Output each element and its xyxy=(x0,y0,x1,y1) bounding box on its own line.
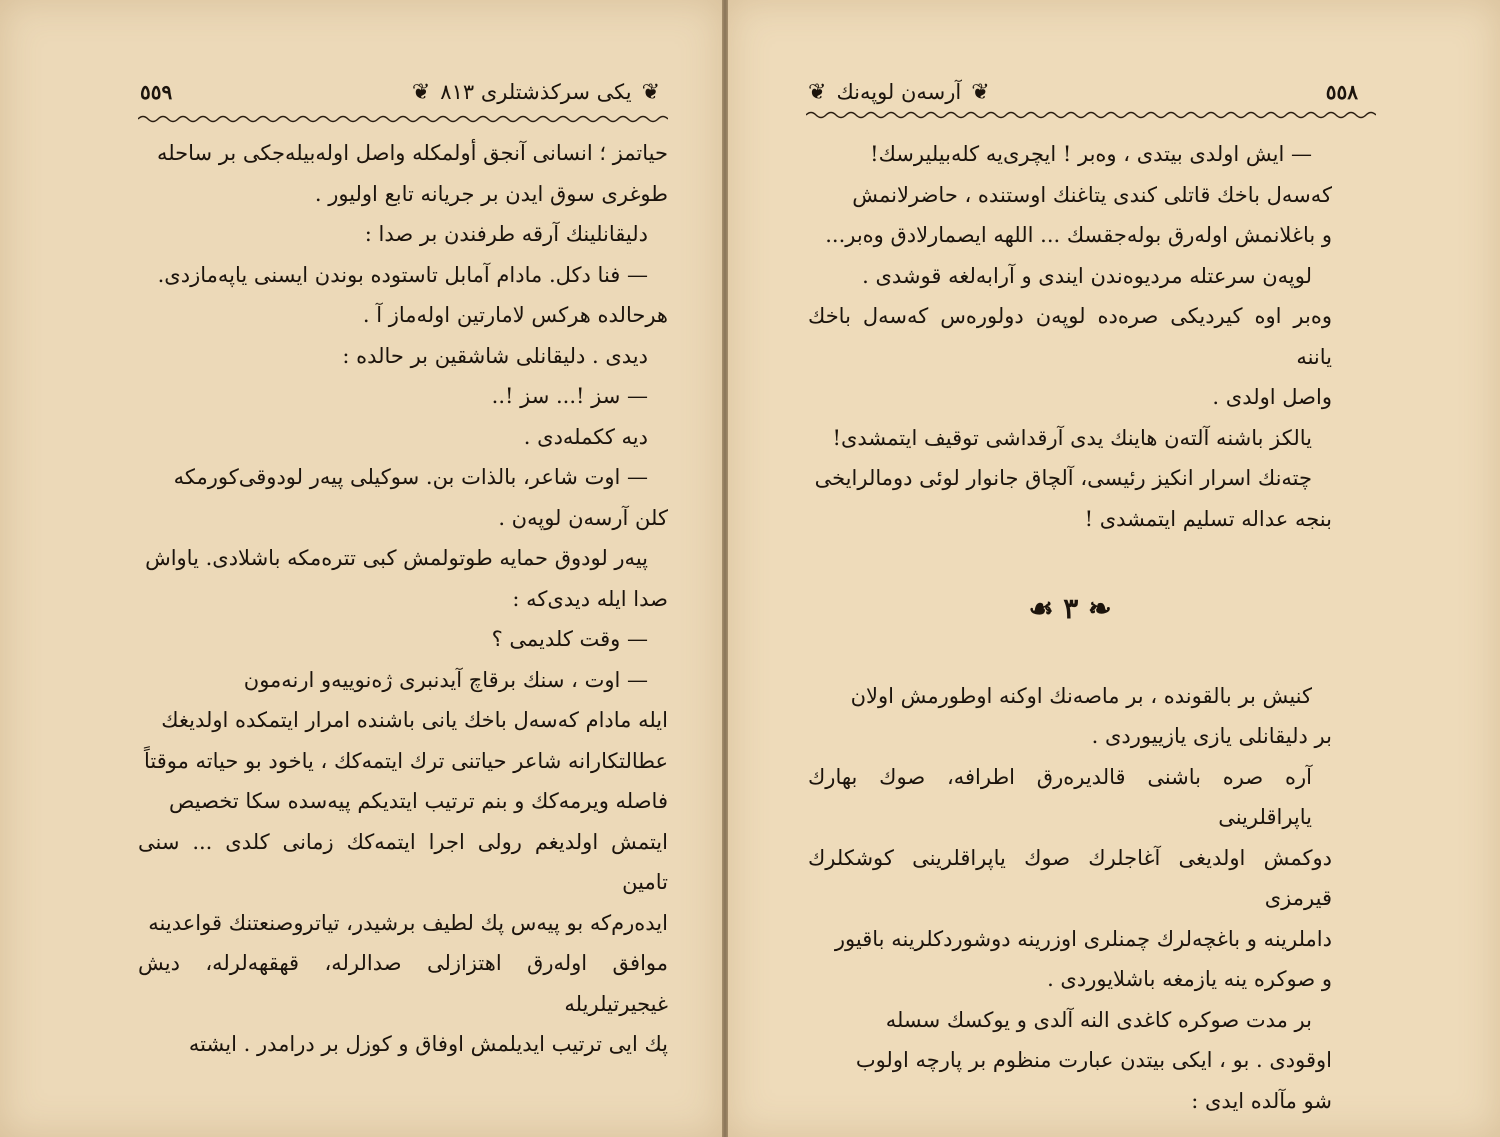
right-page xyxy=(728,0,1500,1137)
ornament-icon: ❦ xyxy=(808,79,827,105)
text-line: ایتمش اولدیغم رولی اجرا ایتمه‌كك زمانی کلدی ... سنی تامین xyxy=(138,829,668,894)
text-line: اوقودی . بو ، ایکی بیتدن عبارت منظوم بر پارچه اولوب xyxy=(855,1048,1332,1072)
text-line: فاصله ویرمه‌كك و بنم ترتیب ایتدیکم پیه‌سده سکا تخصیص xyxy=(169,789,668,813)
text-line: واصل اولدی . xyxy=(1212,385,1332,409)
text-line: هرحالده هرکس لامارتین اوله‌ماز آ . xyxy=(362,303,668,327)
ornament-icon: ❦ xyxy=(971,79,990,105)
right-running-title: آرسه‌ن لوپه‌نك xyxy=(836,80,962,104)
text-line: داملرینه و باغچه‌لرك چمنلری اوزرینه دوشوردکلرینه باقیور xyxy=(834,926,1332,951)
text-line: طوغری سوق ایدن بر جریانه تابع اولیور . xyxy=(314,181,668,206)
section-number: ٣ xyxy=(1063,592,1079,625)
text-line: — اوت شاعر، بالذات بن. سوکیلی پیه‌ر لودوقی‌کورمکه xyxy=(173,465,648,489)
text-line: — ایش اولدی بیتدی ، وه‌بر ! ایچری‌یه کله‌بیلیرسك! xyxy=(870,142,1312,166)
text-line: یالکز باشنه آلته‌ن هاینك یدی آرقداشی توقیف ایتمشدی! xyxy=(832,425,1312,450)
flourish-icon: ☙ xyxy=(1028,592,1054,625)
ornament-icon: ❦ xyxy=(641,79,660,105)
left-page xyxy=(0,0,722,1137)
header-wavy-rule xyxy=(138,114,668,124)
text-line: دوکمش اولدیغی آغاجلرك صوك یاپراقلرینی کوشکلرك قیرمزی xyxy=(808,845,1332,910)
left-running-title-group xyxy=(412,80,660,105)
text-line: که‌سه‌ل باخك قاتلی کندی یتاغنك اوستنده ، حاضرلانمش xyxy=(852,182,1332,207)
text-line: پك ایی ترتیب ایدیلمش اوفاق و کوزل بر درامدر . ایشته xyxy=(188,1032,668,1056)
text-line: ایله مادام که‌سه‌ل باخك یانی باشنده امرار ایتمکده اولدیغك xyxy=(161,708,668,732)
text-line: پیه‌ر لودوق حمایه طوتولمش کبی تتره‌مکه باشلادی. یاواش xyxy=(145,546,648,570)
text-line: — سز !... سز !.. xyxy=(491,384,648,408)
text-line: بنجه عداله تسلیم ایتمشدی ! xyxy=(1084,506,1332,531)
text-line: ایده‌رم‌که بو پیه‌س پك لطیف برشیدر، تیاتروصنعتنك قواعدینه xyxy=(148,910,668,935)
text-line: وه‌بر اوه کیردیکی صره‌ده لوپه‌ن دولوره‌س که‌سه‌ل باخك یاننه xyxy=(808,304,1332,369)
section-heading xyxy=(808,589,1332,630)
text-line: — فنا دکل. مادام آمابل تاستوده بوندن ایسنی یاپه‌مازدی. xyxy=(157,262,648,287)
right-running-title-group xyxy=(808,80,990,105)
text-line: کلن آرسه‌ن لوپه‌ن . xyxy=(498,505,668,530)
left-running-title: یکی سرکذشتلری ٨١٣ xyxy=(440,80,632,104)
text-line: موافق اوله‌رق اهتزازلی صدالرله، قهقهه‌لرله، دیش غیجیرتیلریله xyxy=(138,951,668,1016)
ornament-icon: ❦ xyxy=(411,79,431,105)
text-line: و صوکره ینه یازمغه باشلایوردی . xyxy=(1047,967,1332,991)
text-line: بر دلیقانلی یازی یازییوردی . xyxy=(1091,724,1332,748)
flourish-icon: ❧ xyxy=(1088,592,1112,625)
header-wavy-rule xyxy=(806,110,1376,120)
text-line: چته‌نك اسرار انکیز رئیسی، آلچاق جانوار لوئی دومالرایخی xyxy=(814,466,1312,490)
text-line: عطالتکارانه شاعر حیاتنی ترك ایتمه‌كك ، یاخود بو حیاته موقتاً xyxy=(144,748,668,773)
text-line: آره صره باشنی قالدیره‌رق اطرافه، صوك بهارك یاپراقلرینی xyxy=(808,764,1312,829)
text-line: دیدی . دلیقانلی شاشقین بر حالده : xyxy=(342,343,648,368)
text-line: دیه ککمله‌دی . xyxy=(523,424,648,449)
text-line: دلیقانلینك آرقه طرفندن بر صدا : xyxy=(364,222,648,246)
left-page-body xyxy=(138,133,668,1065)
text-line: — اوت ، سنك برقاچ آیدنبری ژه‌نوییه‌و ارنه‌مون xyxy=(243,667,648,692)
text-line: شو مآلده ایدی : xyxy=(1191,1088,1332,1113)
text-line: حیاتمز ؛ انسانی آنجق أولمکله واصل اوله‌بیله‌جکی بر ساحله xyxy=(156,141,668,165)
text-line: لوپه‌ن سرعتله مردیوه‌ندن ایندی و آرابه‌لغه قوشدی . xyxy=(862,263,1312,288)
text-line: و باغلانمش اوله‌رق بوله‌جقسك ... اللهه ایصمارلادق وه‌بر... xyxy=(825,223,1332,247)
text-line: بر مدت صوکره کاغدی النه آلدی و یوکسك سسله xyxy=(885,1007,1312,1032)
right-page-header xyxy=(808,72,1358,112)
text-line: — وقت کلدیمی ؟ xyxy=(491,627,648,651)
text-line: صدا ایله دیدی‌که : xyxy=(512,586,668,611)
right-page-number: ٥٥٨ xyxy=(1325,80,1358,104)
text-line: کنیش بر بالقونده ، بر ماصه‌نك اوکنه اوطورمش اولان xyxy=(850,683,1312,708)
left-page-header xyxy=(140,72,660,112)
left-page-number: ٥٥٩ xyxy=(140,80,173,104)
right-page-body xyxy=(808,134,1332,1121)
